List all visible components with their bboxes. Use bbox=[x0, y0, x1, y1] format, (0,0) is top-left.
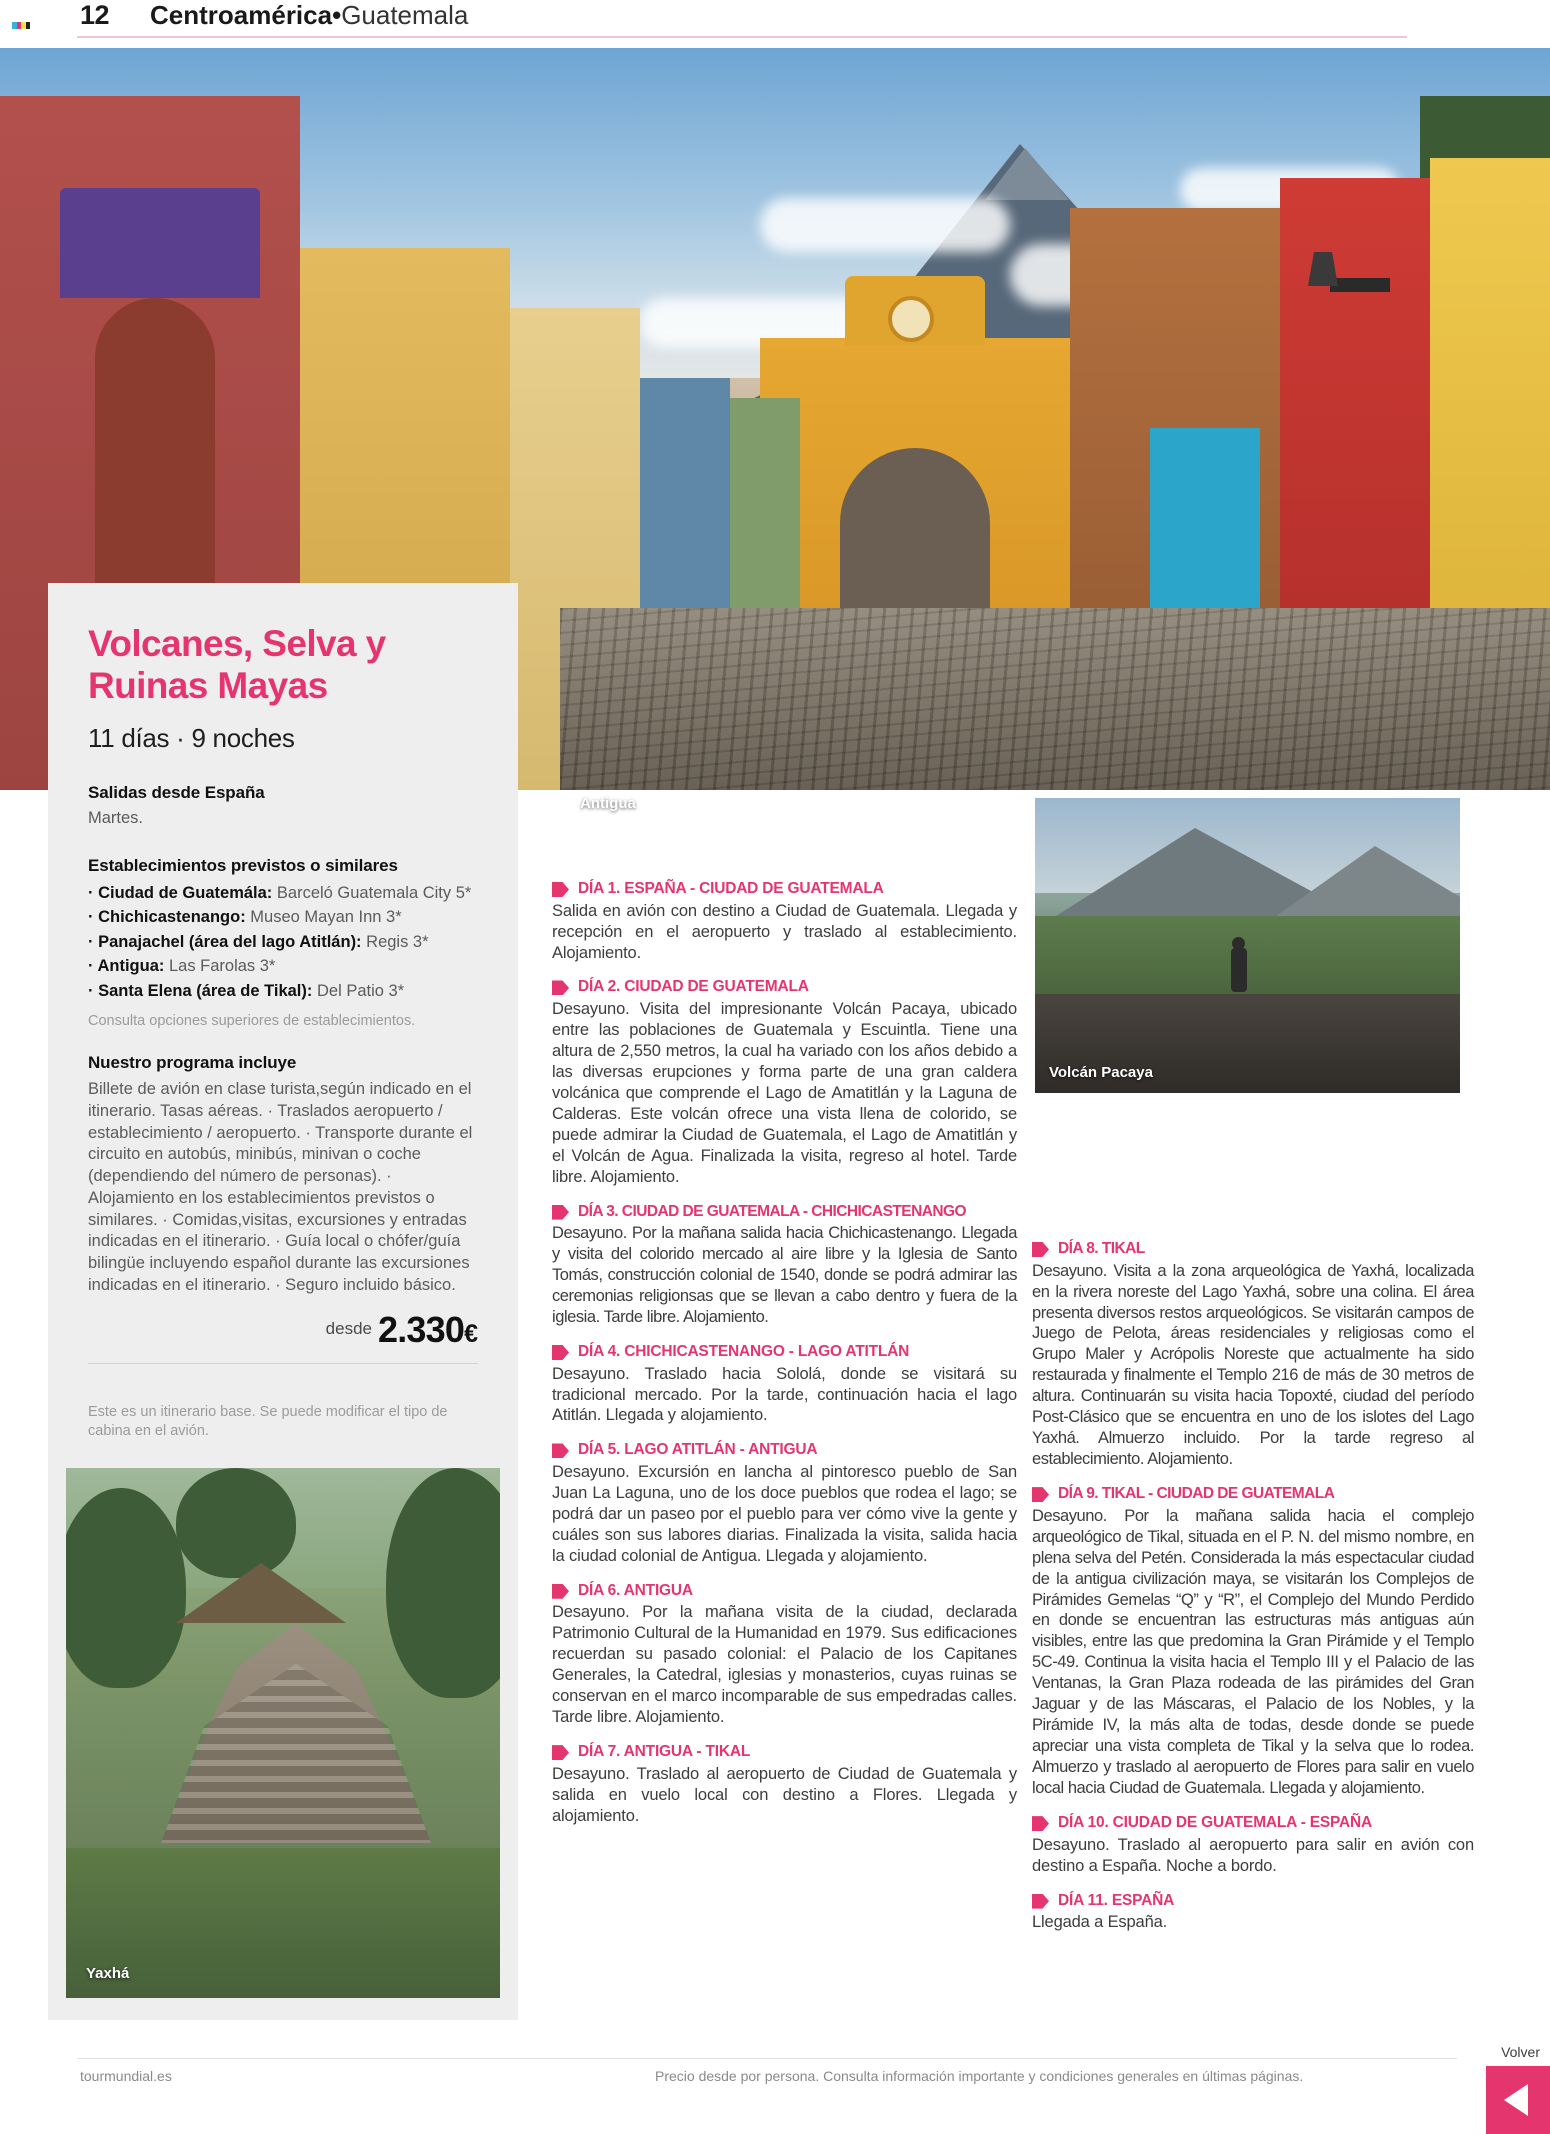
arch-clock bbox=[888, 296, 934, 342]
chevron-left-icon bbox=[1504, 2084, 1528, 2116]
volcano-peak bbox=[985, 148, 1069, 200]
tree bbox=[66, 1488, 186, 1688]
itinerary-day bbox=[552, 880, 1017, 963]
itinerary-day bbox=[1032, 1892, 1474, 1934]
purple-awning bbox=[60, 188, 260, 298]
price-currency: € bbox=[464, 1320, 478, 1348]
day-description: Salida en avión con destino a Ciudad de Guatemala. Llegada y recepción en el aeropuerto y traslado al establecimiento. Alojamiento. bbox=[552, 901, 1017, 962]
arrow-bullet-icon bbox=[1032, 1816, 1049, 1831]
itinerary-day bbox=[552, 1343, 1017, 1426]
day-title: DÍA 8. TIKAL bbox=[1032, 1240, 1474, 1259]
cobblestone-street bbox=[560, 608, 1550, 790]
arrow-bullet-icon bbox=[552, 980, 569, 995]
arrow-bullet-icon bbox=[1032, 1242, 1049, 1257]
day-description: Llegada a España. bbox=[1032, 1913, 1168, 1932]
day-title: DÍA 6. ANTIGUA bbox=[552, 1582, 1017, 1601]
header-title-bold: Centroamérica bbox=[150, 0, 333, 30]
itinerary-column-middle bbox=[552, 880, 1017, 1842]
day-description: Desayuno. Por la mañana salida hacia Chichicastenango. Llegada y visita del colorido mercado al aire libre y la Iglesia de Santo Tomás, construcción colonial de 1540, donde se podrá admirar las ceremonias religionsas que se llevan a cabo dentro y fuera de la iglesia. Tarde libre. Alojamiento. bbox=[552, 1224, 1017, 1327]
trip-title: Volcanes, Selva y Ruinas Mayas bbox=[88, 623, 386, 706]
footer-website[interactable]: tourmundial.es bbox=[80, 2068, 172, 2084]
itinerary-day bbox=[552, 978, 1017, 1187]
establishments-note: Consulta opciones superiores de establecimientos. bbox=[88, 1013, 416, 1030]
street-lamp bbox=[1330, 278, 1390, 292]
header-separator: • bbox=[332, 0, 342, 30]
itinerary-day bbox=[1032, 1485, 1474, 1799]
itinerary-day bbox=[552, 1582, 1017, 1728]
day-description: Desayuno. Visita del impresionante Volcán Pacaya, ubicado entre las poblaciones de Guatemala y Escuintla. Tiene una altura de 2,550 metros, la cual ha variado con los años debido a las diversas erupciones y forma parte de una gran caldera volcánica que comprende el Lago de Amatitlán y la Laguna de Calderas. Este volcán ofrece una vista llena de colorido, se puede admirar la Ciudad de Guatemala, el Lago de Amatitlán y el Volcán de Agua. Finalizada la visita, regreso al hotel. Tarde libre. Alojamiento. bbox=[552, 1000, 1017, 1186]
page-title bbox=[150, 0, 468, 31]
list-item: · Santa Elena (área de Tikal): Del Patio 3* bbox=[88, 980, 478, 1002]
itinerary-day bbox=[552, 1203, 1017, 1328]
includes-text: Billete de avión en clase turista,según indicado en el itinerario. Tasas aéreas. · Traslados aeropuerto / establecimiento / aeropuerto. · Transporte durante el circuito en autobús, minibús, minivan o coche (dependiendo del número de personas). · Alojamiento en los establecimientos previstos o similares. · Comidas,visitas, excursiones y entradas indicadas en el itinerario. · Guía local o chófer/guía bilingüe incluyendo español durante las excursiones indicadas en el itinerario. · Seguro incluido básico. bbox=[88, 1080, 473, 1294]
day-title: DÍA 2. CIUDAD DE GUATEMALA bbox=[552, 978, 1017, 997]
hiker-figure bbox=[1231, 948, 1247, 992]
itinerary-day bbox=[552, 1441, 1017, 1566]
registration-mark-icon bbox=[12, 22, 30, 29]
day-description: Desayuno. Traslado hacia Sololá, donde se visitará su tradicional mercado. Por la tarde, continuación hacia el lago Atitlán. Llegada y alojamiento. bbox=[552, 1364, 1017, 1425]
day-title: DÍA 11. ESPAÑA bbox=[1032, 1892, 1474, 1911]
list-item: · Ciudad de Guatemála: Barceló Guatemala City 5* bbox=[88, 882, 478, 904]
back-button-label: Volver bbox=[1501, 2044, 1540, 2060]
day-title: DÍA 5. LAGO ATITLÁN - ANTIGUA bbox=[552, 1441, 1017, 1460]
day-description: Desayuno. Por la mañana salida hacia el complejo arqueológico de Tikal, situada en el P. N. del mismo nombre, en plena selva del Petén. Considerada la más espectacular ciudad de la antigua civilización maya, se visitarán los Complejos de Pirámides Gemelas “Q” y “R”, el Complejo del Mundo Perdido en donde se encuentran las estructuras más antiguas aún visibles, entre las que predomina la Gran Pirámide y el Templo 5C-49. Continua la visita hacia el Templo III y el Palacio de las Ventanas, la Gran Plaza rodeada de las pirámides del Gran Jaguar y de las Máscaras, el Palacio de los Nobles, y la Pirámide IV, la más alta de todas, desde donde se puede apreciar una vista completa de Tikal y la selva que lo rodea. Almuerzo y traslado al aeropuerto de Flores para salir en vuelo local hacia Ciudad de Guatemala. Llegada y alojamiento. bbox=[1032, 1506, 1474, 1798]
departures-block bbox=[88, 783, 478, 830]
arrow-bullet-icon bbox=[552, 1745, 569, 1760]
day-title: DÍA 10. CIUDAD DE GUATEMALA - ESPAÑA bbox=[1032, 1814, 1474, 1833]
wooden-door bbox=[95, 298, 215, 598]
back-button[interactable] bbox=[1486, 2066, 1550, 2134]
grass-foreground bbox=[66, 1848, 500, 1998]
price-amount: 2.330 bbox=[378, 1309, 465, 1350]
pyramid-steps bbox=[161, 1648, 431, 1843]
arrow-bullet-icon bbox=[552, 1205, 569, 1220]
departures-value: Martes. bbox=[88, 809, 144, 827]
arrow-bullet-icon bbox=[1032, 1487, 1049, 1502]
page-number: 12 bbox=[80, 0, 110, 30]
arrow-bullet-icon bbox=[552, 1584, 569, 1599]
day-title: DÍA 7. ANTIGUA - TIKAL bbox=[552, 1743, 1017, 1762]
itinerary-column-right bbox=[1032, 1240, 1474, 1948]
includes-heading: Nuestro programa incluye bbox=[88, 1053, 297, 1072]
arrow-bullet-icon bbox=[1032, 1894, 1049, 1909]
day-description: Desayuno. Traslado al aeropuerto de Ciudad de Guatemala y salida en vuelo local con destino a Flores. Llegada y alojamiento. bbox=[552, 1764, 1017, 1825]
mountain bbox=[1265, 846, 1460, 924]
establishments-block bbox=[88, 856, 478, 1031]
header-divider bbox=[77, 36, 1407, 38]
footer-divider bbox=[77, 2058, 1457, 2059]
establishments-list bbox=[88, 882, 478, 1002]
tree bbox=[176, 1468, 296, 1578]
price-from-label: desde bbox=[325, 1319, 372, 1338]
header-region: Guatemala bbox=[341, 0, 469, 30]
itinerary-footnote: Este es un itinerario base. Se puede modificar el tipo de cabina en el avión. bbox=[88, 1404, 448, 1439]
departures-heading: Salidas desde España bbox=[88, 783, 265, 802]
cloud bbox=[760, 198, 1010, 252]
price-divider bbox=[88, 1363, 478, 1364]
photo-caption-yaxha: Yaxhá bbox=[86, 1965, 130, 1982]
trip-duration: 11 días · 9 noches bbox=[88, 723, 295, 753]
day-title: DÍA 9. TIKAL - CIUDAD DE GUATEMALA bbox=[1032, 1485, 1474, 1504]
includes-block bbox=[88, 1053, 478, 1297]
photo-caption-pacaya: Volcán Pacaya bbox=[1049, 1064, 1153, 1081]
list-item: · Antigua: Las Farolas 3* bbox=[88, 955, 478, 977]
photo-volcan-pacaya bbox=[1035, 798, 1460, 1093]
hero-photo-caption: Antigua bbox=[580, 795, 636, 812]
itinerary-day bbox=[1032, 1240, 1474, 1470]
arrow-bullet-icon bbox=[552, 882, 569, 897]
arrow-bullet-icon bbox=[552, 1443, 569, 1458]
day-title: DÍA 3. CIUDAD DE GUATEMALA - CHICHICASTENANGO bbox=[552, 1203, 1017, 1222]
arrow-bullet-icon bbox=[552, 1345, 569, 1360]
day-title: DÍA 1. ESPAÑA - CIUDAD DE GUATEMALA bbox=[552, 880, 1017, 899]
day-title: DÍA 4. CHICHICASTENANGO - LAGO ATITLÁN bbox=[552, 1343, 1017, 1362]
footer-disclaimer: Precio desde por persona. Consulta información importante y condiciones generales en últimas páginas. bbox=[655, 2068, 1304, 2084]
page-header bbox=[0, 0, 1550, 48]
price-block bbox=[88, 1309, 478, 1351]
itinerary-day bbox=[552, 1743, 1017, 1826]
list-item: · Panajachel (área del lago Atitlán): Regis 3* bbox=[88, 931, 478, 953]
day-description: Desayuno. Por la mañana visita de la ciudad, declarada Patrimonio Cultural de la Humanidad en 1979. Sus edificaciones recuerdan su pasado colonial: el Palacio de los Capitanes Generales, la Catedral, iglesias y monasterios, cuyas ruinas se conservan en el marco incomparable de sus empedradas calles. Tarde libre. Alojamiento. bbox=[552, 1603, 1017, 1727]
itinerary-day bbox=[1032, 1814, 1474, 1877]
list-item: · Chichicastenango: Museo Mayan Inn 3* bbox=[88, 906, 478, 928]
establishments-heading: Establecimientos previstos o similares bbox=[88, 856, 398, 875]
day-description: Desayuno. Visita a la zona arqueológica de Yaxhá, localizada en la rivera noreste del Lago Yaxhá, sobre una colina. El área presenta diversos restos arqueológicos. Se visitarán campos de Juego de Pelota, áreas residenciales y religiosas como el Grupo Maler y Acrópolis Noreste que actualmente ha sido restaurada y finalmente el Templo 216 de más de 30 metros de altura. Continuarán su visita hacia Topoxté, ciudad del período Post-Clásico que se encuentra en uno de los islotes del Lago Yaxhá. Almuerzo incluido. Por la tarde regreso al establecimiento. Alojamiento. bbox=[1032, 1261, 1474, 1469]
day-description: Desayuno. Excursión en lancha al pintoresco pueblo de San Juan La Laguna, uno de los doce pueblos que rodea el lago; se podrá dar un paseo por el pueblo para ver cómo vive la gente y cuáles son sus labores diarias. Finalizada la visita, salida hacia la ciudad colonial de Antigua. Llegada y alojamiento. bbox=[552, 1463, 1017, 1565]
trip-info-card bbox=[48, 583, 518, 2020]
photo-yaxha bbox=[66, 1468, 500, 1998]
day-description: Desayuno. Traslado al aeropuerto para salir en avión con destino a España. Noche a bordo. bbox=[1032, 1835, 1474, 1875]
